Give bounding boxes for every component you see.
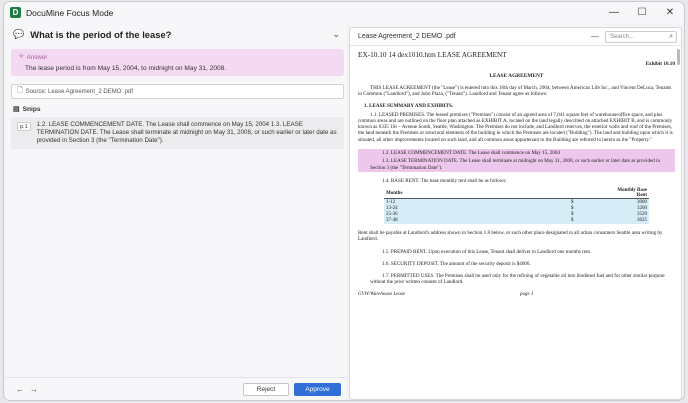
document-file-name: Lease Agreement_2 DEMO .pdf — [358, 33, 456, 40]
rent-amount-cell: 3260 — [609, 205, 649, 211]
document-viewer — [349, 27, 682, 400]
chat-bubble-icon: 💬 — [13, 28, 25, 39]
rent-months-cell: 25-36 — [384, 211, 569, 217]
rent-currency-cell: $ — [569, 199, 609, 205]
table-row — [384, 218, 649, 224]
rent-months-cell: 37-48 — [384, 218, 569, 224]
snip-page-badge: p.1 — [17, 122, 31, 131]
doc-header-line: EX-10.10 14 dex1010.htm LEASE AGREEMENT — [358, 50, 507, 59]
rent-header-blank — [569, 188, 609, 199]
doc-paragraph-1-2-highlight: 1.2. LEASE COMMENCEMENT DATE. The Lease shall commence on May 15, 2004 — [358, 149, 675, 157]
question-panel — [5, 23, 346, 400]
doc-page-footer — [358, 292, 675, 297]
document-search-input[interactable] — [605, 31, 677, 43]
app-window — [3, 1, 685, 401]
search-icon[interactable]: ⌕ — [669, 32, 673, 40]
minimize-icon[interactable]: — — [609, 7, 619, 18]
close-icon[interactable]: ✕ — [665, 7, 675, 18]
panel-footer — [5, 377, 346, 400]
window-controls — [600, 2, 684, 23]
sparkle-icon: ⟡ — [19, 53, 24, 60]
rent-amount-cell: 3520 — [609, 211, 649, 217]
doc-rent-note: Rent shall be payable at Landlord's address shown in Section 1.8 below, or such other place designated in all urban consumers Seattle area writing by Landlord. — [358, 229, 663, 243]
doc-footer-left: GVW/Warehouse Lease — [358, 291, 405, 297]
doc-section-1-heading: 1. LEASE SUMMARY AND EXHIBITS. — [364, 102, 454, 109]
zoom-out-icon[interactable]: — — [591, 32, 599, 41]
arrow-right-icon[interactable]: → — [30, 384, 38, 394]
arrow-left-icon[interactable]: ← — [16, 384, 24, 394]
snips-header — [13, 105, 346, 113]
answer-label: Answer — [26, 53, 48, 61]
doc-paragraph-1-7: 1.7. PERMITTED USES. The Premises shall be used only for the refining of vegetable oil into biodiesel fuel and for other similar purpose without the prior written consent of Landlord. — [370, 273, 665, 286]
question-text: What is the period of the lease? — [30, 28, 172, 40]
doc-paragraph-1-5: 1.5. PREPAID RENT. Upon execution of this Lease, Tenant shall deliver to Landlord one months rent. — [382, 248, 592, 255]
snip-item[interactable] — [11, 117, 344, 149]
snips-label: Snips — [22, 105, 41, 113]
source-link[interactable] — [11, 84, 344, 99]
doc-paragraph-1-3-highlight: 1.3. LEASE TERMINATION DATE. The Lease shall terminate at midnight on May 31, 2008, or such earlier or later date as provided in Section 3 (the "Termination Date"). — [358, 157, 675, 172]
doc-title: LEASE AGREEMENT — [489, 73, 544, 79]
rent-header-amount: Monthly Base Rent — [609, 188, 649, 199]
doc-intro-paragraph: THIS LEASE AGREEMENT (the "Lease") is entered into this 16th day of March, 2004, between American Life Inc., and Vincent DeLuca, Tenants in Common ("Landlord"), and John Plaza, ("Tenant"). Landlord and Tenant agree as follows: — [358, 85, 672, 98]
doc-page-number: page 1 — [520, 291, 534, 297]
rent-currency-cell: $ — [569, 211, 609, 217]
snip-text: 1.2. LEASE COMMENCEMENT DATE. The Lease shall commence on May 15, 2004 1.3. LEASE TERMINATION DATE. The Lease shall terminate at midnight on May 31, 2008, or such earlier or later date as provided in Section 3 (the "Termination Date"). — [36, 121, 337, 144]
rent-table-header — [384, 188, 649, 199]
rent-table — [384, 188, 649, 224]
rent-months-cell: 13-24 — [384, 205, 569, 211]
rent-amount-cell: 3000 — [609, 199, 649, 205]
chevron-down-icon[interactable]: ⌄ — [332, 28, 340, 39]
rent-header-months: Months — [384, 188, 569, 199]
doc-paragraph-1-1: 1.1. LEASED PREMISES. The leased premises ("Premises") consist of an agreed area of 7,041 square feet of warehouse/office space, and plus common areas and are outlined on the floor plan attached as EXHIBIT A, located on the land legally described on attached EXHIBIT B, and is commonly known as 6335 1St – Avenue South, Seattle, Washington. The Premises do not include, and Landlord reserves, the exterior walls and roof of the Premises, the land beneath the Premises or structural elements of the building in which the Premises are located ("Building"). The land and building upon which it is situated, all other improvements located on such land, and all common areas appurtenant to the Building are referred to herein as the "Property." — [358, 111, 673, 143]
scrollbar-thumb[interactable] — [677, 49, 680, 65]
doc-paragraph-1-4: 1.4. BASE RENT. The base monthly rent shall be as follows: — [382, 177, 507, 184]
document-page — [358, 50, 675, 297]
answer-card — [11, 49, 344, 76]
search-placeholder: Search... — [610, 33, 635, 40]
window-title: DocuMine Focus Mode — [26, 7, 114, 18]
answer-header — [19, 53, 338, 61]
doc-paragraph-1-6: 1.6. SECURITY DEPOSIT. The amount of the security deposit is $4000. — [382, 260, 531, 267]
snippet-icon: ▤ — [13, 106, 20, 113]
doc-exhibit-label: Exhibit 10.10 — [645, 61, 675, 67]
reject-button[interactable]: Reject — [243, 383, 289, 396]
answer-text: The lease period is from May 15, 2004, to midnight on May 31, 2008. — [25, 65, 227, 72]
rent-currency-cell: $ — [569, 218, 609, 224]
maximize-icon[interactable]: ☐ — [637, 7, 647, 18]
document-icon: 🗋 — [17, 87, 23, 94]
rent-months-cell: 1-12 — [384, 199, 569, 205]
viewer-toolbar — [350, 28, 681, 46]
rent-currency-cell: $ — [569, 205, 609, 211]
rent-amount-cell: 3625 — [609, 218, 649, 224]
app-logo-icon: D — [10, 7, 21, 18]
question-header[interactable] — [5, 23, 346, 45]
title-bar — [4, 2, 684, 23]
source-label: Source: Lease Agreement_2 DEMO .pdf — [25, 88, 134, 95]
vertical-scrollbar[interactable] — [676, 47, 680, 398]
approve-button[interactable]: Approve — [294, 383, 341, 396]
